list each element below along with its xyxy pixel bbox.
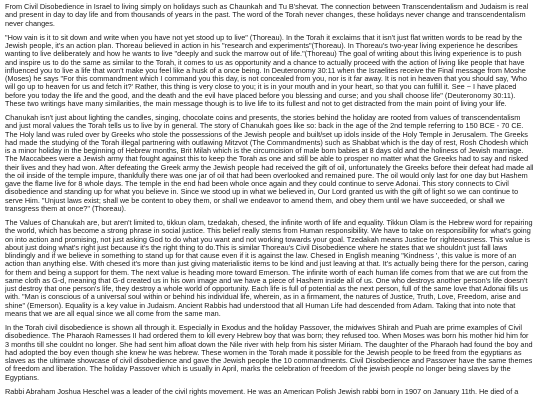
paragraph-torah-action: "How vain is it to sit down and write when you have not yet stood up to live" (Thoreau). In the Torah it exclaims that it isn't just flat written words to be read by the Jewish people, it's an action plan. Thoreau believed in action in his "research and experiments"(Thoreau). In Thoreau's two-year living experience he describes wanting to live deliberately and how he wants to live "deeply and suck the marrow out of life."(Thoreau) The goal of writing about this living experience is to push and inspire us to do the same as similar to the Torah, it comes to us as opportunity and a chance to actually proceed with the action of living like people that have influenced you to live a life that won't make you feel like a husk of a once being. In Deuteronomy 30:11 when the Israelites receive the Final message from Moshe (Moses) he says "For this commandment which I command you this day, is not concealed from you, nor is it far away. It is not in heaven that you should say, 'Who will go up to heaven for us and fetch it?' Rather, this thing is very close to you; it is in your mouth and in your heart, so that you can fulfill it. See ~ I have placed before you today the life and the good, and the death and the evil have placed before you blessing and curse; and you shall choose life" (Deuteronomy 30:11). These two writings have many similarities, the main message though is to live life to its fullest and not to get distracted from the main point of living your life. — [5, 32, 527, 108]
paragraph-chanukah-values: The Values of Chanukah are, but aren't limited to, tikkun olam, tzedakah, chesed, the infinite worth of life and equality. Tikkun Olam is the Hebrew word for repairing the world, which has become a strong phrase in social justice. This belief really stems from Human responsibility. We have to take on responsibility for what's going on into action and promising, not just asking God to do what you want and not working towards your goal. Tzedakah means Justice for righteousness. This value is about just doing what's right just because it's the right thing to do.This is similar Thoreau's Civil Disobedience where he states that we shouldn't just fall laws blindingly and if we believe in something to stand up for that cause even if it is against the law. Chesed in English meaning "Kindness ', this value is more of an action than anything else. With chesed it's more than just giving materialistic items to be kind and just leaving at that. It's actually being there for the person, caring for them and being a support for them. The next value is heading more toward Emerson. The infinite worth of each human life comes from that we are cut from the same cloth as G-d, meaning that G-d created us in his own image and we have a piece of Hashem inside all of us. One who destroys another person's life doesn't just destroy that one person's life, they destroy a whole world of opportunity. Each life is full of potential as the next person, full of the same love that Adonai fills us with. "Man is conscious of a universal soul within or behind his individual life, wherein, as in a firmament, the natures of Justice, Truth, Love, Freedom, arise and shine" (Emerson). Equality is a key value in Judaism. Ancient Rabbis had understood that all Human Life had descended from Adam. Taking that into note that means that we are all equal since we all come from the same man. — [5, 218, 533, 318]
paragraph-heschel: Rabbi Abraham Joshua Heschel was a leader of the civil rights movement. He was an American Polish Jewish rabbi born in 1907 on January 11th. He died of a — [5, 386, 519, 396]
paragraph-intro: From Civil Disobedience in Israel to living simply on holidays such as Chaunkah and Tu B'shevat. The connection between Transcendentalism and Judaism is real and present in day to day life and from thousands of years in the past. The word of the Torah never changes, these holidays never change and transcendentalism never changes. — [5, 2, 529, 28]
paragraph-civil-disobedience-torah: In the Torah civil disobedience is shown all through it. Especially in Exodus and the holiday Passover, the midwives Shirah and Puah are prime examples of Civil disobedience. The Pharaoh Ramesses II had ordered them to kill every Hebrew boy that was born; they refused too. When Moses was born his mother hid him for 3 months till she couldnt no longer. She had sent him afloat down the Nile river with help from his sister Miriam. The daughter of the Pharaoh had found the boy and had adopted the boy even though she knew he was hebrew. These women in the Torah made it possible for the Jewish people to be freed from the egyptians as slaves as the ultimate showcase of civil disobedience and gave the Jewish people the 10 commandments. Civil Disobedience and Passover have the same themes of freedom and liberation. The holiday Passover which is usually in April, marks the celebration of freedom of the jewish people no longer being slaves by the Egyptians. — [5, 323, 533, 382]
paragraph-chanukah-story: Chanukah isn't just about lighting the candles, singing, chocolate coins and presents, the stories behind the holiday are rooted from values of transcendentalism and just moral values the Torah tells us to live by in general. The story of Chanukah goes like so: back in the age of the 2nd temple referring to 150 BCE - 70 CE. The Holy land was ruled over by Greeks who stole the possessions of the Jewish people and built/set up idols inside of the Holy Temple in Jerusalem. The Greeks had made the studying of the Torah illegal partnering with outlawing Mitzvot (The Commandments) such as Shabbat which is the day of rest, Rosh Chodesh which is a minor holiday in the beginning of Hebrew months, Brit Milah which is the circumcision of male born babies at 8 days old and the holiness of Jewish marriage. The Maccabees were a Jewish army that fought against this to keep the Torah as one and still be able to prosper no matter what the Greeks had to say and risked their lives and they had won. After defeating the Greek army the Jewish people had received the gift of oil, unfortunately the Greeks before their defeat had made all the oil inside of the temple impure, thankfully there was one jar of oil that had been overlooked and remained pure. The oil would only last for one day but Hashem gave the flame live for 8 whole days. The temple in the end had been whole once again and they could continue to serve Adonai. This story connects to Civil disobedience and standing up for what you believe in. Since we stood up in what we believed in, Our Lord granted us with the gift of light so we can continue to serve Him. "Unjust laws exist; shall we be content to obey them, or shall we endeavor to amend them, and obey them until we have succeeded, or shall we transgress them at once?" (Thoreau). — [5, 113, 534, 213]
